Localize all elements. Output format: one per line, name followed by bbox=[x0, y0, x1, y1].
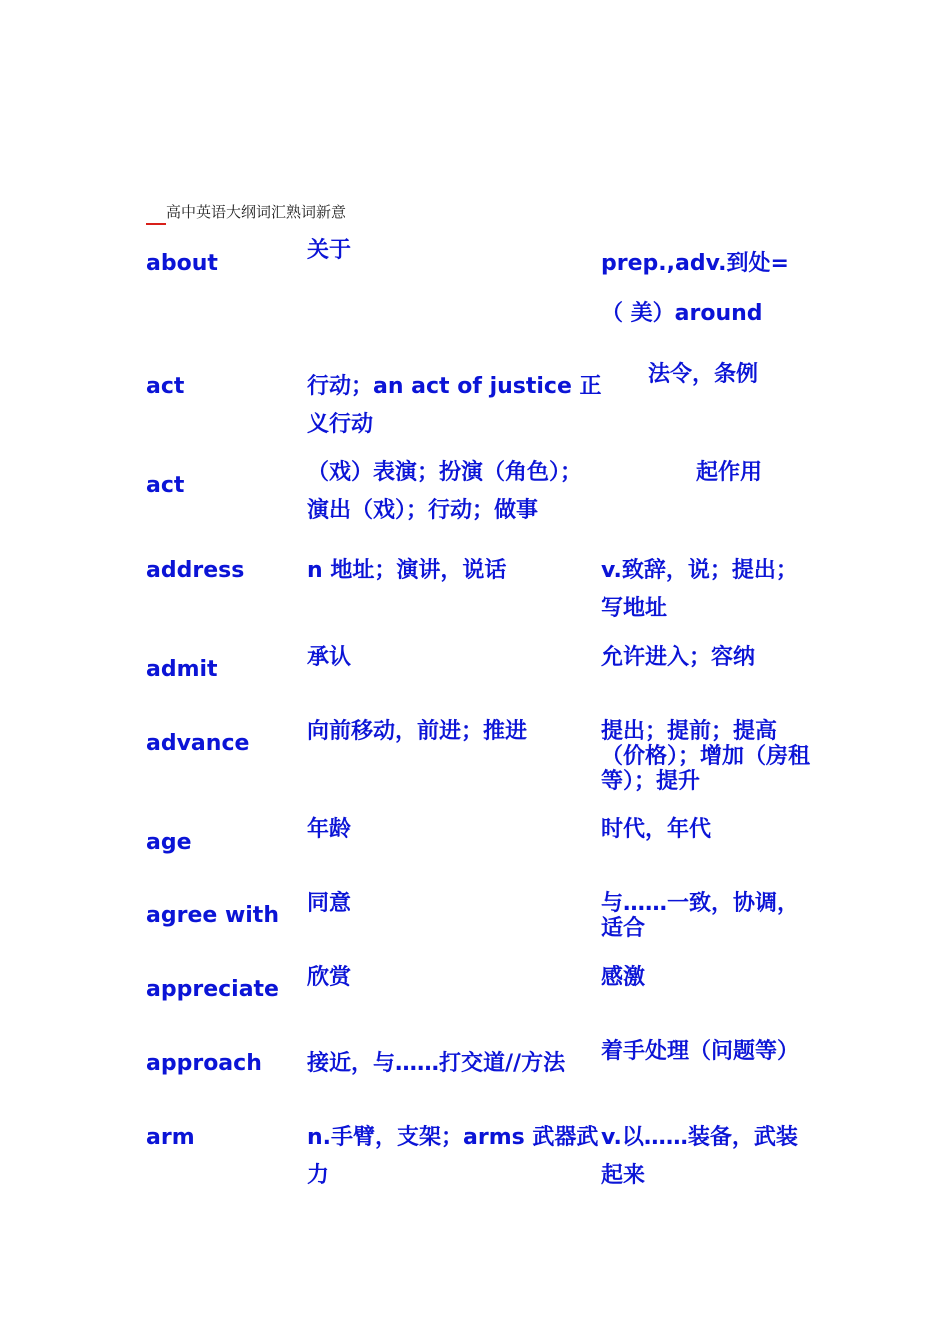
entry-meaning-common: 欣赏 bbox=[307, 965, 352, 990]
entry-word: arm bbox=[146, 1125, 195, 1150]
entry-meaning-common: 接近，与……打交道//方法 bbox=[307, 1051, 566, 1076]
entry-meaning-common: 行动；an act of justice 正义行动 bbox=[307, 374, 602, 437]
entry-meaning-new: v.致辞，说；提出；写地址 bbox=[601, 558, 798, 621]
entry-meaning-common: n.手臂，支架；arms 武器武力 bbox=[307, 1125, 599, 1188]
entry-meaning-new: 起作用 bbox=[696, 460, 763, 485]
entry-meaning-common: 同意 bbox=[307, 891, 352, 916]
entry-meaning-new: v.以……装备，武装起来 bbox=[601, 1125, 798, 1188]
entry-meaning-common: n 地址；演讲，说话 bbox=[307, 558, 507, 583]
entry-word: address bbox=[146, 558, 245, 583]
entry-meaning-common: （戏）表演；扮演（角色）；演出（戏）；行动；做事 bbox=[307, 460, 583, 523]
entry-meaning-common: 向前移动，前进；推进 bbox=[307, 719, 528, 744]
entry-word: appreciate bbox=[146, 977, 279, 1002]
entry-word: admit bbox=[146, 657, 218, 682]
entry-word: about bbox=[146, 251, 218, 276]
entry-meaning-new: 着手处理（问题等） bbox=[601, 1039, 800, 1064]
entry-meaning-new: 与……一致，协调，适合 bbox=[601, 891, 800, 941]
entry-meaning-common: 关于 bbox=[307, 238, 352, 263]
entry-word: agree with bbox=[146, 903, 279, 928]
entry-meaning-common: 承认 bbox=[307, 645, 352, 670]
entry-meaning-new: 法令，条例 bbox=[648, 362, 759, 387]
entry-meaning-new: 提出；提前；提高（价格）；增加（房租等）；提升 bbox=[601, 719, 811, 794]
entry-meaning-new-cont: （ 美）around bbox=[601, 301, 763, 326]
entry-meaning-new: prep.,adv.到处= bbox=[601, 251, 789, 276]
entry-word: approach bbox=[146, 1051, 262, 1076]
entry-word: advance bbox=[146, 731, 250, 756]
entry-meaning-new: 时代，年代 bbox=[601, 817, 712, 842]
entry-meaning-new: 感激 bbox=[601, 965, 646, 990]
document-title: 高中英语大纲词汇熟词新意 bbox=[166, 203, 347, 221]
entry-meaning-common: 年龄 bbox=[307, 817, 352, 842]
entry-word: act bbox=[146, 473, 185, 498]
header-rule bbox=[146, 223, 166, 225]
entry-word: act bbox=[146, 374, 185, 399]
entry-meaning-new: 允许进入；容纳 bbox=[601, 645, 756, 670]
entry-word: age bbox=[146, 830, 192, 855]
